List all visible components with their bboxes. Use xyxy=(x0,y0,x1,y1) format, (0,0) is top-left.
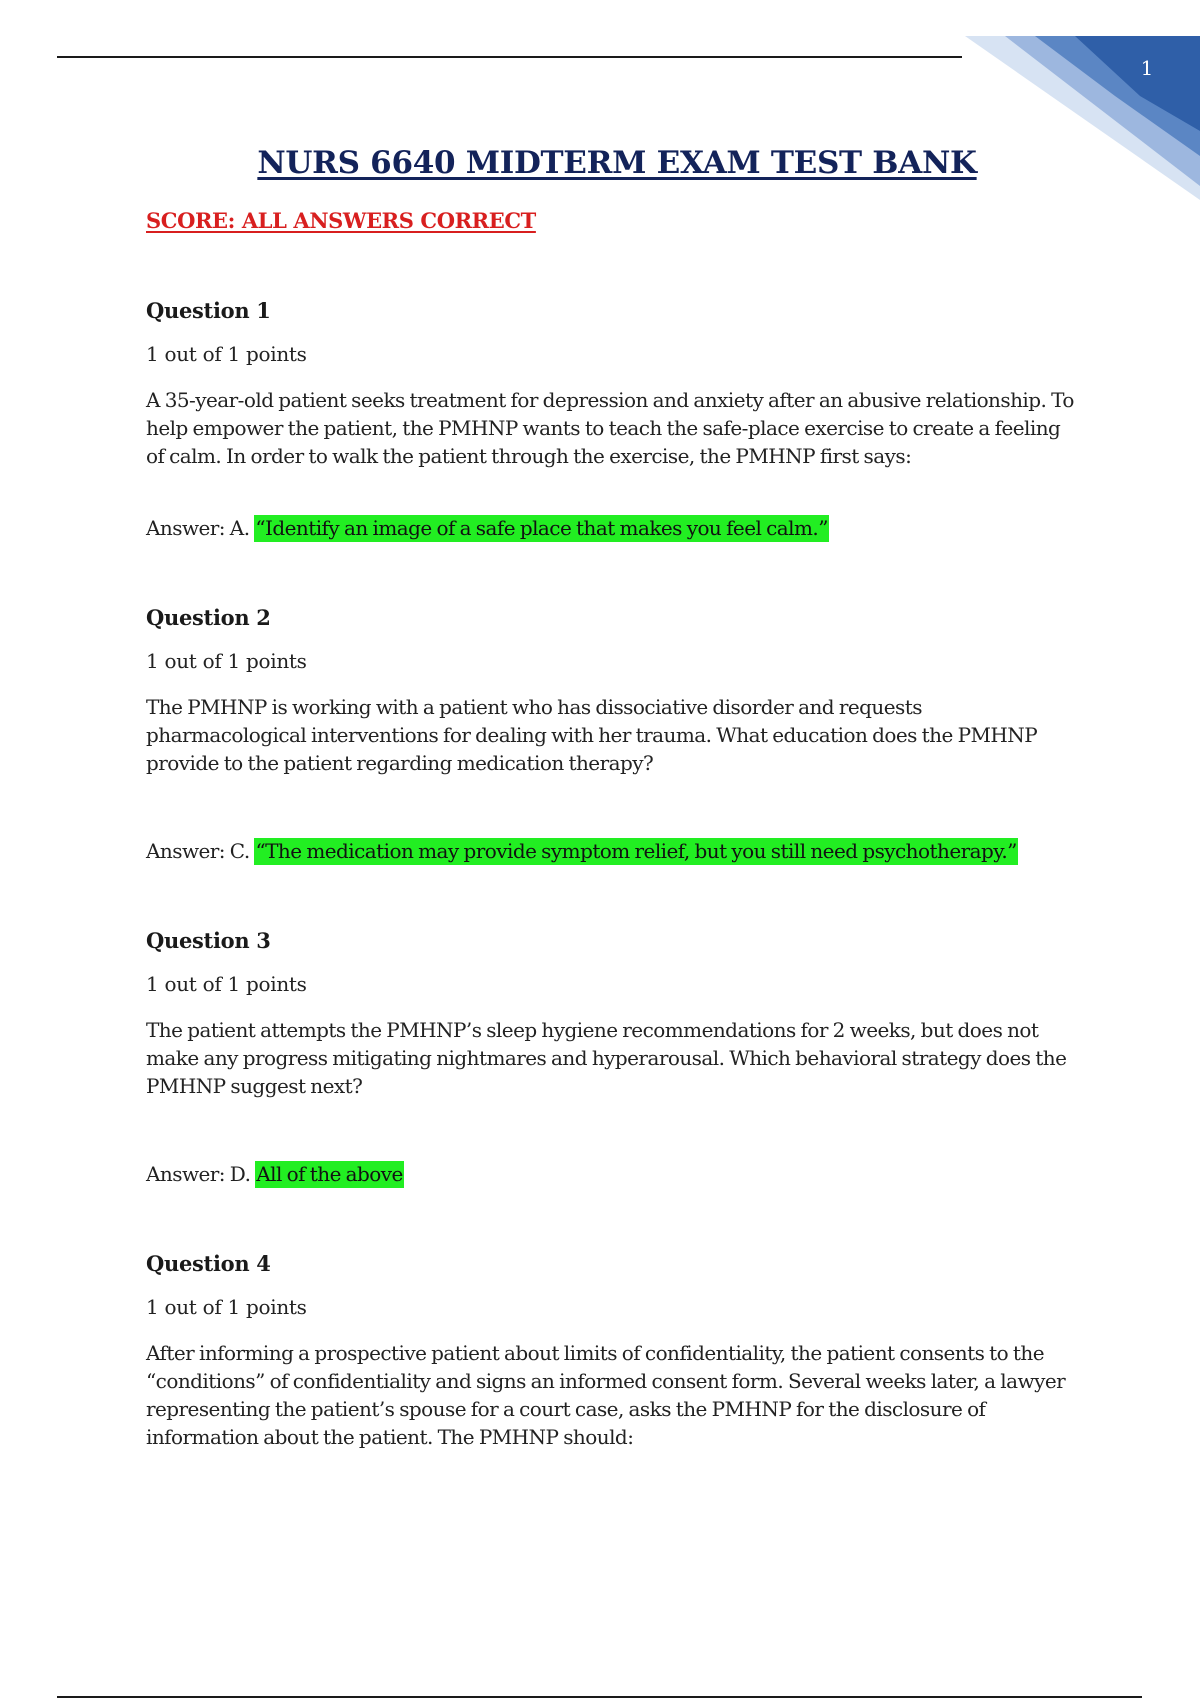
question-points: 1 out of 1 points xyxy=(146,1295,307,1319)
question-points: 1 out of 1 points xyxy=(146,342,307,366)
answer-line xyxy=(146,516,829,540)
header-rule xyxy=(57,56,962,58)
footer-rule xyxy=(57,1696,1142,1698)
score-label: SCORE: ALL ANSWERS CORRECT xyxy=(146,208,536,233)
question-text: A 35-year-old patient seeks treatment for depression and anxiety after an abusive relationship. To help empower the patient, the PMHNP wants to teach the safe-place exercise to create a feeling of calm. In order to walk the patient through the exercise, the PMHNP first says: xyxy=(146,388,1074,468)
question-heading: Question 1 xyxy=(146,298,271,323)
question-block-1 xyxy=(146,298,1081,540)
question-points: 1 out of 1 points xyxy=(146,972,307,996)
question-points: 1 out of 1 points xyxy=(146,649,307,673)
question-block-3 xyxy=(146,928,1081,1186)
question-block-2 xyxy=(146,605,1081,863)
answer-prefix: Answer: A. xyxy=(146,516,250,540)
answer-prefix: Answer: D. xyxy=(146,1162,251,1186)
page-number: 1 xyxy=(1140,56,1154,80)
question-heading: Question 4 xyxy=(146,1251,271,1276)
question-text: The patient attempts the PMHNP’s sleep hygiene recommendations for 2 weeks, but does not make any progress mitigating nightmares and hyperarousal. Which behavioral strategy does the PMHNP suggest next? xyxy=(146,1018,1067,1098)
document-title: NURS 6640 MIDTERM EXAM TEST BANK xyxy=(257,145,977,181)
question-block-4 xyxy=(146,1251,1081,1449)
question-text: After informing a prospective patient about limits of confidentiality, the patient consents to the “conditions” of confidentiality and signs an informed consent form. Several weeks later, a lawyer representing the patient’s spouse for a court case, asks the PMHNP for the disclosure of information about the patient. The PMHNP should: xyxy=(146,1341,1066,1449)
answer-line xyxy=(146,839,1018,863)
answer-line xyxy=(146,1162,404,1186)
question-text: The PMHNP is working with a patient who has dissociative disorder and requests pharmacological interventions for dealing with her trauma. What education does the PMHNP provide to the patient regarding medication therapy? xyxy=(146,695,1038,775)
highlighted-answer: “The medication may provide symptom relief, but you still need psychotherapy.” xyxy=(255,839,1017,863)
question-heading: Question 2 xyxy=(146,605,271,630)
highlighted-answer: All of the above xyxy=(256,1162,403,1186)
question-heading: Question 3 xyxy=(146,928,271,953)
highlighted-answer: “Identify an image of a safe place that makes you feel calm.” xyxy=(255,516,828,540)
answer-prefix: Answer: C. xyxy=(146,839,250,863)
